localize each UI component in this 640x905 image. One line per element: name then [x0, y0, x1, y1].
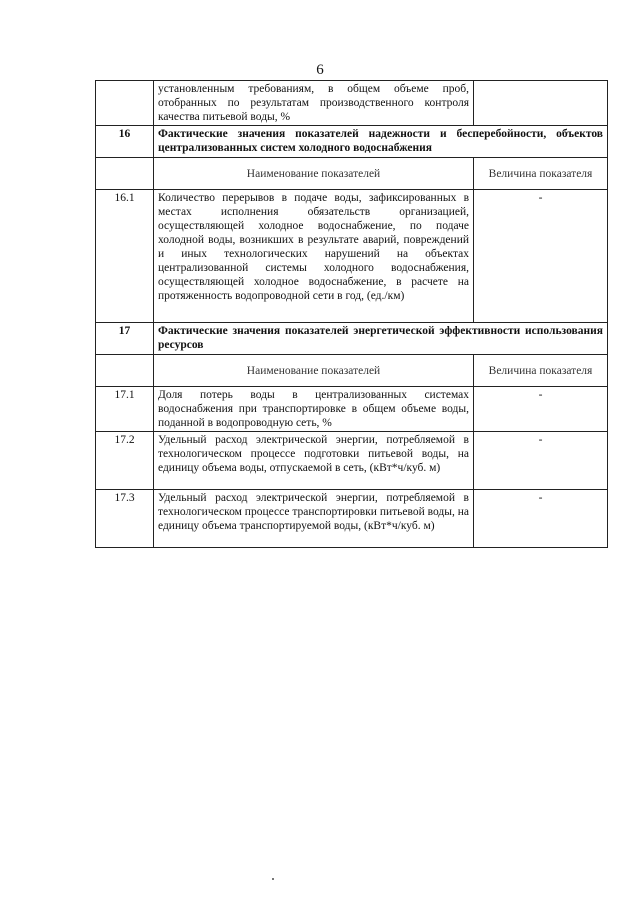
- indicator-row-17-3: [96, 490, 608, 548]
- indicator-number: 17.3: [96, 490, 154, 548]
- indicator-value: -: [474, 387, 608, 432]
- indicator-number: 17.2: [96, 432, 154, 490]
- indicator-text: Доля потерь воды в централизованных системах водоснабжения при транспортировке в общем объеме воды, поданной в водопроводную сеть, %: [154, 387, 474, 432]
- scan-speck: [272, 878, 274, 880]
- section-16-header-row: [96, 158, 608, 190]
- continuation-row: [96, 81, 608, 126]
- indicator-number: 17.1: [96, 387, 154, 432]
- continuation-text: установленным требованиям, в общем объеме проб, отобранных по результатам производственного контроля качества питьевой воды, %: [154, 81, 474, 126]
- indicator-row-16-1: [96, 190, 608, 323]
- section-17-header-row: [96, 355, 608, 387]
- section-17-number: 17: [96, 323, 154, 355]
- indicator-row-17-1: [96, 387, 608, 432]
- section-16-header-name: Наименование показателей: [154, 158, 474, 190]
- continuation-number-cell: [96, 81, 154, 126]
- indicator-value: -: [474, 490, 608, 548]
- indicator-value: -: [474, 190, 608, 323]
- section-17-header-empty: [96, 355, 154, 387]
- indicators-table: [95, 80, 608, 548]
- section-16-title: Фактические значения показателей надежности и бесперебойности, объектов централизованных систем холодного водоснабжения: [154, 126, 608, 158]
- section-16-header-empty: [96, 158, 154, 190]
- section-17-row: [96, 323, 608, 355]
- indicator-row-17-2: [96, 432, 608, 490]
- section-16-row: [96, 126, 608, 158]
- indicator-text: Удельный расход электрической энергии, потребляемой в технологическом процессе подготовки питьевой воды, на единицу объема воды, отпускаемой в сеть, (кВт*ч/куб. м): [154, 432, 474, 490]
- continuation-value: [474, 81, 608, 126]
- indicator-number: 16.1: [96, 190, 154, 323]
- indicator-value: -: [474, 432, 608, 490]
- indicator-text: Удельный расход электрической энергии, потребляемой в технологическом процессе транспортировки питьевой воды, на единицу объема транспортируемой воды, (кВт*ч/куб. м): [154, 490, 474, 548]
- section-17-header-name: Наименование показателей: [154, 355, 474, 387]
- section-17-title: Фактические значения показателей энергетической эффективности использования ресурсов: [154, 323, 608, 355]
- section-16-header-value: Величина показателя: [474, 158, 608, 190]
- section-16-number: 16: [96, 126, 154, 158]
- page-number: 6: [316, 62, 324, 78]
- indicator-text: Количество перерывов в подаче воды, зафиксированных в местах исполнения обязательств организацией, осуществляющей холодное водоснабжение, по подаче холодной воды, возникших в результате аварий, повреждений и иных технологических нарушений на объектах централизованной системы холодного водоснабжения, осуществляющей холодное водоснабжение, в расчете на протяженность водопроводной сети в год, (ед./км): [154, 190, 474, 323]
- section-17-header-value: Величина показателя: [474, 355, 608, 387]
